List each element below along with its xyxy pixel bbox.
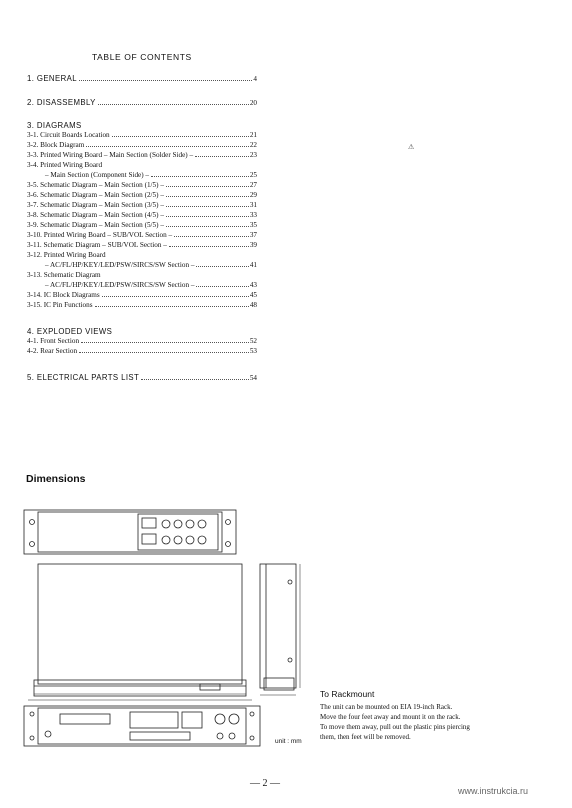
toc-entry-page: 20: [249, 99, 257, 107]
toc-entry-page: 45: [249, 291, 257, 299]
toc-entry: [27, 141, 257, 149]
toc-leader: [169, 245, 249, 247]
toc-entry-page: 53: [249, 347, 257, 355]
top-view-body: [38, 564, 242, 684]
toc-entry: [27, 191, 257, 199]
toc-entry: [27, 271, 257, 279]
unit-label: unit : mm: [275, 738, 302, 745]
dimensions-title: Dimensions: [26, 473, 86, 485]
toc-entry-page: 48: [249, 301, 257, 309]
toc-leader: [102, 295, 249, 297]
toc-leader: [112, 135, 249, 137]
toc-entry-label: 3-8. Schematic Diagram – Main Section (4/5) –: [27, 211, 164, 219]
toc-entry-page: 35: [249, 221, 257, 229]
toc-entry: [27, 131, 257, 139]
toc-leader: [166, 215, 249, 217]
toc-leader: [195, 155, 249, 157]
toc-entry: [27, 74, 257, 83]
toc-entry: [27, 261, 257, 269]
toc-leader: [114, 333, 256, 334]
toc-entry-label: 3-13. Schematic Diagram: [27, 271, 101, 279]
rear-view-rack-ears: [24, 510, 236, 554]
toc-entry-page: 39: [249, 241, 257, 249]
small-mark-icon: ⚠: [408, 143, 415, 151]
toc-entry-page: 22: [249, 141, 257, 149]
toc-leader: [108, 256, 256, 257]
toc-entry-label: 3-5. Schematic Diagram – Main Section (1/5) –: [27, 181, 164, 189]
toc-entry: [27, 221, 257, 229]
toc-leader: [174, 235, 249, 237]
rear-view-body: [38, 512, 222, 552]
toc-leader: [166, 195, 249, 197]
toc-leader: [84, 127, 256, 128]
toc-entry: [27, 211, 257, 219]
toc-leader: [95, 305, 249, 307]
toc-leader: [103, 276, 256, 277]
watermark: www.instrukcia.ru: [458, 786, 529, 796]
toc-entry: [27, 373, 257, 382]
toc-entry-page: 54: [249, 374, 257, 382]
toc-entry-page: 33: [249, 211, 257, 219]
dimensions-drawing: [20, 500, 320, 750]
toc-entry-page: 41: [249, 261, 257, 269]
toc-entry-label: – AC/FL/HP/KEY/LED/PSW/SIRCS/SW Section –: [45, 281, 195, 289]
toc-entry-label: 3. DIAGRAMS: [27, 121, 82, 130]
toc-entry: [27, 281, 257, 289]
toc-leader: [166, 205, 249, 207]
toc-entry-label: – Main Section (Component Side) –: [45, 171, 150, 179]
toc-leader: [141, 378, 249, 380]
toc-entry: [27, 241, 257, 249]
rackmount-line: To move them away, pull out the plastic pins piercing: [320, 723, 470, 731]
toc-title: TABLE OF CONTENTS: [92, 52, 192, 62]
toc-leader: [81, 341, 249, 343]
toc-entry-label: 3-3. Printed Wiring Board – Main Section (Solder Side) –: [27, 151, 194, 159]
toc-leader: [79, 351, 249, 353]
toc-leader: [151, 175, 249, 177]
toc-entry: [27, 171, 257, 179]
toc-entry-label: 4-2. Rear Section: [27, 347, 78, 355]
rackmount-line: Move the four feet away and mount it on the rack.: [320, 713, 461, 721]
toc-entry: [27, 251, 257, 259]
toc-entry: [27, 231, 257, 239]
toc-entry: [27, 337, 257, 345]
rackmount-line: The unit can be mounted on EIA 19-inch Rack.: [320, 703, 453, 711]
toc-leader: [79, 79, 252, 81]
toc-entry-label: 3-12. Printed Wiring Board: [27, 251, 106, 259]
toc-entry-page: 29: [249, 191, 257, 199]
toc-entry-label: 3-9. Schematic Diagram – Main Section (5/5) –: [27, 221, 164, 229]
toc-entry-page: 23: [249, 151, 257, 159]
toc-entry: [27, 121, 257, 130]
toc-entry-page: 31: [249, 201, 257, 209]
toc-leader: [166, 225, 249, 227]
toc-entry: [27, 327, 257, 336]
toc-entry: [27, 98, 257, 107]
toc-entry-label: 5. ELECTRICAL PARTS LIST: [27, 373, 140, 382]
toc-entry-label: 4-1. Front Section: [27, 337, 80, 345]
toc-entry: [27, 291, 257, 299]
toc-entry-label: 3-10. Printed Wiring Board – SUB/VOL Section –: [27, 231, 173, 239]
toc-entry-label: 3-7. Schematic Diagram – Main Section (3/5) –: [27, 201, 164, 209]
toc-entry-label: – AC/FL/HP/KEY/LED/PSW/SIRCS/SW Section –: [45, 261, 195, 269]
toc-entry-page: 25: [249, 171, 257, 179]
toc-leader: [166, 185, 249, 187]
toc-entry: [27, 201, 257, 209]
toc-leader: [196, 265, 248, 267]
toc-entry-label: 1. GENERAL: [27, 74, 77, 83]
toc-entry-label: 3-11. Schematic Diagram – SUB/VOL Section –: [27, 241, 167, 249]
toc-entry: [27, 347, 257, 355]
toc-entry: [27, 151, 257, 159]
toc-entry-label: 3-2. Block Diagram: [27, 141, 85, 149]
toc-entry-label: 3-4. Printed Wiring Board: [27, 161, 103, 169]
rackmount-instructions: [320, 702, 530, 742]
toc-entry-label: 3-1. Circuit Boards Location: [27, 131, 110, 139]
toc-entry: [27, 301, 257, 309]
toc-entry-page: 52: [249, 337, 257, 345]
toc-entry-label: 4. EXPLODED VIEWS: [27, 327, 113, 336]
toc-entry-label: 3-14. IC Block Diagrams: [27, 291, 100, 299]
toc-entry-page: 4: [253, 75, 257, 83]
toc-entry-page: 37: [249, 231, 257, 239]
toc-entry-label: 3-6. Schematic Diagram – Main Section (2/5) –: [27, 191, 164, 199]
toc-entry-page: 43: [249, 281, 257, 289]
toc-leader: [104, 166, 256, 167]
rackmount-line: them, then feet will be removed.: [320, 733, 411, 741]
rackmount-title: To Rackmount: [320, 689, 375, 699]
toc-entry-page: 21: [249, 131, 257, 139]
toc-leader: [86, 145, 249, 147]
toc-leader: [98, 103, 249, 105]
toc-entry: [27, 161, 257, 169]
page-number: — 2 —: [250, 778, 280, 789]
toc-entry-label: 3-15. IC Pin Functions: [27, 301, 93, 309]
side-view-body: [260, 564, 296, 688]
toc-entry-page: 27: [249, 181, 257, 189]
toc-entry: [27, 181, 257, 189]
toc-entry-label: 2. DISASSEMBLY: [27, 98, 96, 107]
toc-leader: [196, 285, 248, 287]
